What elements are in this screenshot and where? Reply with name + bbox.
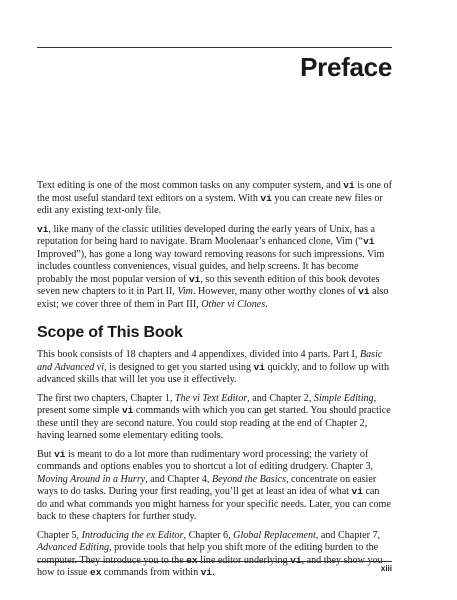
- paragraph-ex-editor: Chapter 5, Introducing the ex Editor, Chapter 6, Global Replacement, and Chapter 7, Advanced Editing, provide tools that help you shift more of the editing burden to the computer. They introduce you to the ex line editor underlying vi, and they show you how to issue ex commands from within vi.: [37, 529, 383, 578]
- paragraph-vim: vi, like many of the classic utilities developed during the early years of Unix, has a reputation for being hard to navigate. Bram Moolenaar’s enhanced clone, Vim (“vi Improved”), has gone a long way toward removing reasons for such impressions. Vim includes countless conveniences, visual guides, and help screens. It has become probably the most popular version of vi, so this seventh edition of this book devotes seven new chapters to it in Part II, Vim. However, many other worthy clones of vi also exist; we cover three of them in Part III, Other vi Clones.: [37, 223, 389, 310]
- page-number: xiii: [380, 564, 392, 573]
- paragraph-first-chapters: The first two chapters, Chapter 1, The vi Text Editor, and Chapter 2, Simple Editing, present some simple vi commands with which you can get started. You should practice these until they are second nature. You could stop reading at the end of Chapter 2, having learned some elementary editing tools.: [37, 392, 391, 441]
- paragraph-intro: Text editing is one of the most common tasks on any computer system, and vi is one of the most useful standard text editors on a system. With vi you can create new files or edit any existing text-only file.: [37, 180, 392, 216]
- paragraph-scope: This book consists of 18 chapters and 4 appendixes, divided into 4 parts. Part I, Basic and Advanced vi, is designed to get you started using vi quickly, and to follow up with advanced skills that will let you use it effectively.: [37, 349, 390, 385]
- section-heading-scope: Scope of This Book: [37, 324, 183, 341]
- page-title: Preface: [300, 52, 392, 82]
- page-content: [37, 180, 392, 586]
- top-rule: [37, 47, 392, 48]
- paragraph-beyond-basics: But vi is meant to do a lot more than rudimentary word processing; the variety of commands and options enables you to shortcut a lot of editing drudgery. Chapter 3, Moving Around in a Hurry, and Chapter 4, Beyond the Basics, concentrate on easier ways to do tasks. During your first reading, you’ll get at least an idea of what vi can do and what commands you might harness for your specific needs. Later, you can come back to these chapters for further study.: [37, 448, 391, 522]
- bottom-rule: [37, 561, 392, 562]
